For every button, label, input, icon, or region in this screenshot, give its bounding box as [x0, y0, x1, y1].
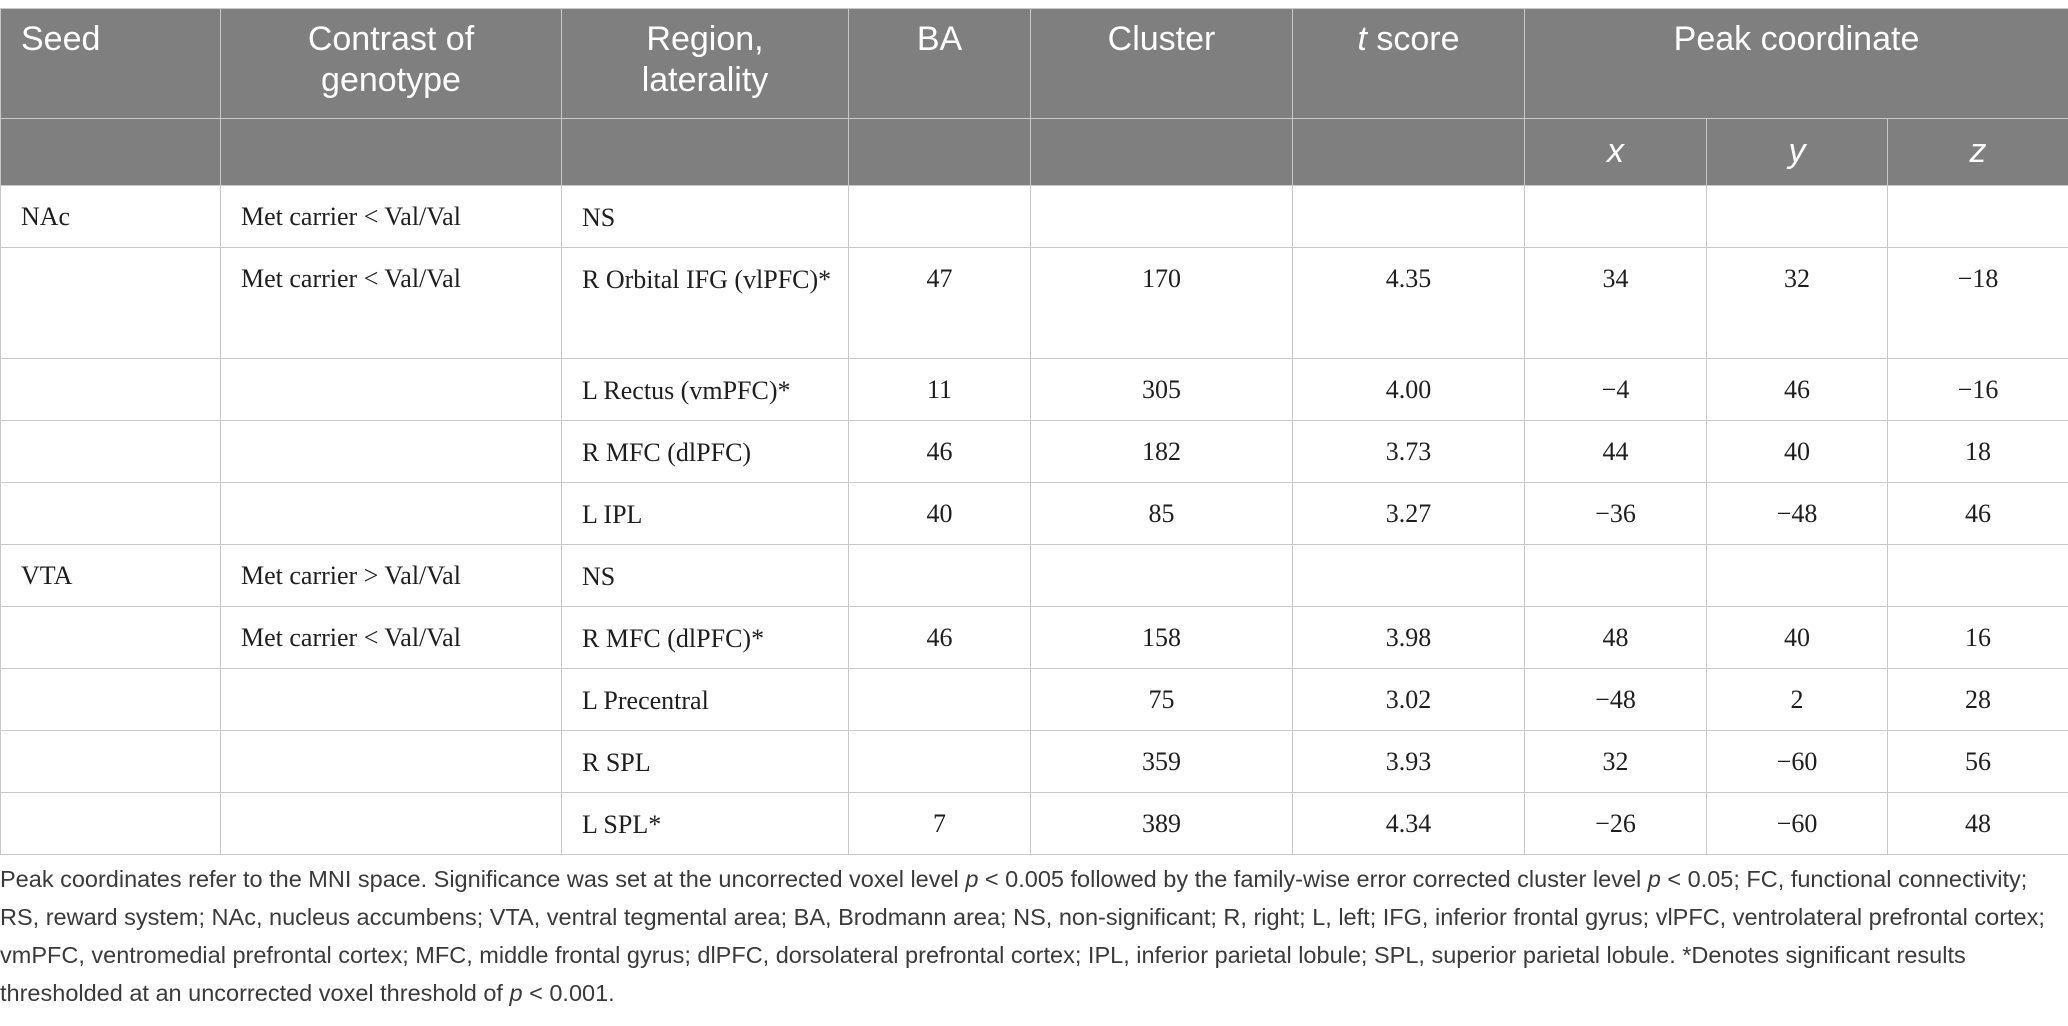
header-t-italic: t — [1357, 20, 1367, 58]
cell-z: 48 — [1888, 793, 2068, 855]
cell-z: −18 — [1888, 248, 2068, 359]
footnote-text: < 0.001. — [522, 980, 615, 1006]
header-z: z — [1888, 119, 2068, 186]
cell-region: L Rectus (vmPFC)* — [562, 359, 849, 421]
cell-seed — [1, 793, 221, 855]
cell-y: −60 — [1707, 731, 1888, 793]
cell-seed — [1, 669, 221, 731]
cell-y: 40 — [1707, 421, 1888, 483]
cell-seed — [1, 421, 221, 483]
cell-ba: 47 — [849, 248, 1031, 359]
cell-t-score: 4.35 — [1293, 248, 1525, 359]
cell-contrast — [221, 669, 562, 731]
cell-seed: VTA — [1, 545, 221, 607]
cell-y: 46 — [1707, 359, 1888, 421]
cell-cluster: 170 — [1031, 248, 1293, 359]
cell-cluster: 305 — [1031, 359, 1293, 421]
header-blank — [1, 119, 221, 186]
cell-x: −26 — [1525, 793, 1707, 855]
cell-ba: 46 — [849, 607, 1031, 669]
header-x: x — [1525, 119, 1707, 186]
table-row — [1, 669, 2068, 731]
cell-y: 40 — [1707, 607, 1888, 669]
footnote-p: p — [1647, 866, 1661, 892]
cell-region: NS — [562, 186, 849, 248]
cell-x: 48 — [1525, 607, 1707, 669]
cell-x: 32 — [1525, 731, 1707, 793]
cell-contrast: Met carrier < Val/Val — [221, 607, 562, 669]
cell-contrast: Met carrier < Val/Val — [221, 248, 562, 359]
footnote-text: Peak coordinates refer to the MNI space. Significance was set at the uncorrected voxel level — [0, 866, 966, 892]
results-table — [0, 8, 2068, 855]
cell-y — [1707, 186, 1888, 248]
table-row — [1, 607, 2068, 669]
cell-z: 28 — [1888, 669, 2068, 731]
cell-x: 34 — [1525, 248, 1707, 359]
table-body — [1, 186, 2068, 855]
header-t-rest: score — [1366, 20, 1460, 58]
cell-region: R MFC (dlPFC) — [562, 421, 849, 483]
cell-seed — [1, 248, 221, 359]
cell-seed — [1, 731, 221, 793]
cell-x: 44 — [1525, 421, 1707, 483]
header-blank — [849, 119, 1031, 186]
cell-t-score: 3.02 — [1293, 669, 1525, 731]
cell-z: 18 — [1888, 421, 2068, 483]
cell-z: 56 — [1888, 731, 2068, 793]
table-row — [1, 248, 2068, 359]
table-row — [1, 359, 2068, 421]
cell-ba — [849, 731, 1031, 793]
cell-x — [1525, 186, 1707, 248]
cell-contrast — [221, 731, 562, 793]
table-header — [1, 9, 2068, 186]
cell-contrast — [221, 359, 562, 421]
cell-y: 2 — [1707, 669, 1888, 731]
cell-z: −16 — [1888, 359, 2068, 421]
cell-region: R Orbital IFG (vlPFC)* — [562, 248, 849, 359]
cell-seed — [1, 359, 221, 421]
header-blank — [221, 119, 562, 186]
cell-t-score — [1293, 545, 1525, 607]
header-blank — [1293, 119, 1525, 186]
cell-region: R SPL — [562, 731, 849, 793]
footnote-p: p — [509, 980, 523, 1006]
table-row — [1, 421, 2068, 483]
table-row — [1, 793, 2068, 855]
cell-contrast — [221, 793, 562, 855]
header-ba: BA — [849, 9, 1031, 119]
cell-seed — [1, 483, 221, 545]
cell-ba: 7 — [849, 793, 1031, 855]
cell-x: −4 — [1525, 359, 1707, 421]
cell-region: L Precentral — [562, 669, 849, 731]
cell-contrast — [221, 483, 562, 545]
cell-cluster: 389 — [1031, 793, 1293, 855]
cell-contrast: Met carrier < Val/Val — [221, 186, 562, 248]
cell-seed: NAc — [1, 186, 221, 248]
header-blank — [562, 119, 849, 186]
cell-t-score: 3.93 — [1293, 731, 1525, 793]
cell-cluster — [1031, 545, 1293, 607]
cell-t-score: 3.73 — [1293, 421, 1525, 483]
cell-t-score: 4.00 — [1293, 359, 1525, 421]
table-row — [1, 186, 2068, 248]
table-row — [1, 731, 2068, 793]
footnote-text: < 0.005 followed by the family-wise error corrected cluster level — [978, 866, 1648, 892]
footnote-p: p — [965, 866, 979, 892]
cell-ba: 46 — [849, 421, 1031, 483]
cell-seed — [1, 607, 221, 669]
cell-t-score: 3.27 — [1293, 483, 1525, 545]
cell-z — [1888, 186, 2068, 248]
cell-ba: 11 — [849, 359, 1031, 421]
table-row — [1, 483, 2068, 545]
cell-ba — [849, 186, 1031, 248]
cell-region: L SPL* — [562, 793, 849, 855]
cell-t-score — [1293, 186, 1525, 248]
header-cluster: Cluster — [1031, 9, 1293, 119]
header-peak-coordinate: Peak coordinate — [1525, 9, 2068, 119]
cell-ba — [849, 545, 1031, 607]
cell-ba — [849, 669, 1031, 731]
table-footnote — [0, 860, 2060, 1012]
cell-cluster: 85 — [1031, 483, 1293, 545]
cell-y: −60 — [1707, 793, 1888, 855]
cell-cluster: 182 — [1031, 421, 1293, 483]
cell-z — [1888, 545, 2068, 607]
header-seed: Seed — [1, 9, 221, 119]
cell-x: −48 — [1525, 669, 1707, 731]
footnote-text: < 0.05; FC, functional connectivity; RS, reward system; NAc, nucleus accumbens; VTA, ventral tegmental area; BA, Brodmann area; NS, non-significant; R, right; L, left; IFG, inferior frontal gyrus; vlPFC, ventrolateral prefrontal cortex; vmPFC, ventromedial prefrontal cortex; MFC, middle frontal gyrus; dlPFC, dorsolateral prefrontal cortex; IPL, inferior parietal lobule; SPL, superior parietal lobule. *Denotes significant results thresholded at an uncorrected voxel threshold of — [0, 866, 2045, 1006]
cell-contrast — [221, 421, 562, 483]
cell-y — [1707, 545, 1888, 607]
cell-z: 46 — [1888, 483, 2068, 545]
cell-region: L IPL — [562, 483, 849, 545]
header-t-score — [1293, 9, 1525, 119]
table-row — [1, 545, 2068, 607]
cell-region: R MFC (dlPFC)* — [562, 607, 849, 669]
header-contrast: Contrast of genotype — [221, 9, 562, 119]
cell-contrast: Met carrier > Val/Val — [221, 545, 562, 607]
cell-z: 16 — [1888, 607, 2068, 669]
cell-cluster — [1031, 186, 1293, 248]
cell-cluster: 75 — [1031, 669, 1293, 731]
cell-x — [1525, 545, 1707, 607]
header-y: y — [1707, 119, 1888, 186]
cell-y: 32 — [1707, 248, 1888, 359]
cell-ba: 40 — [849, 483, 1031, 545]
cell-x: −36 — [1525, 483, 1707, 545]
cell-t-score: 4.34 — [1293, 793, 1525, 855]
cell-cluster: 158 — [1031, 607, 1293, 669]
header-region: Region, laterality — [562, 9, 849, 119]
cell-cluster: 359 — [1031, 731, 1293, 793]
cell-t-score: 3.98 — [1293, 607, 1525, 669]
cell-y: −48 — [1707, 483, 1888, 545]
cell-region: NS — [562, 545, 849, 607]
header-blank — [1031, 119, 1293, 186]
